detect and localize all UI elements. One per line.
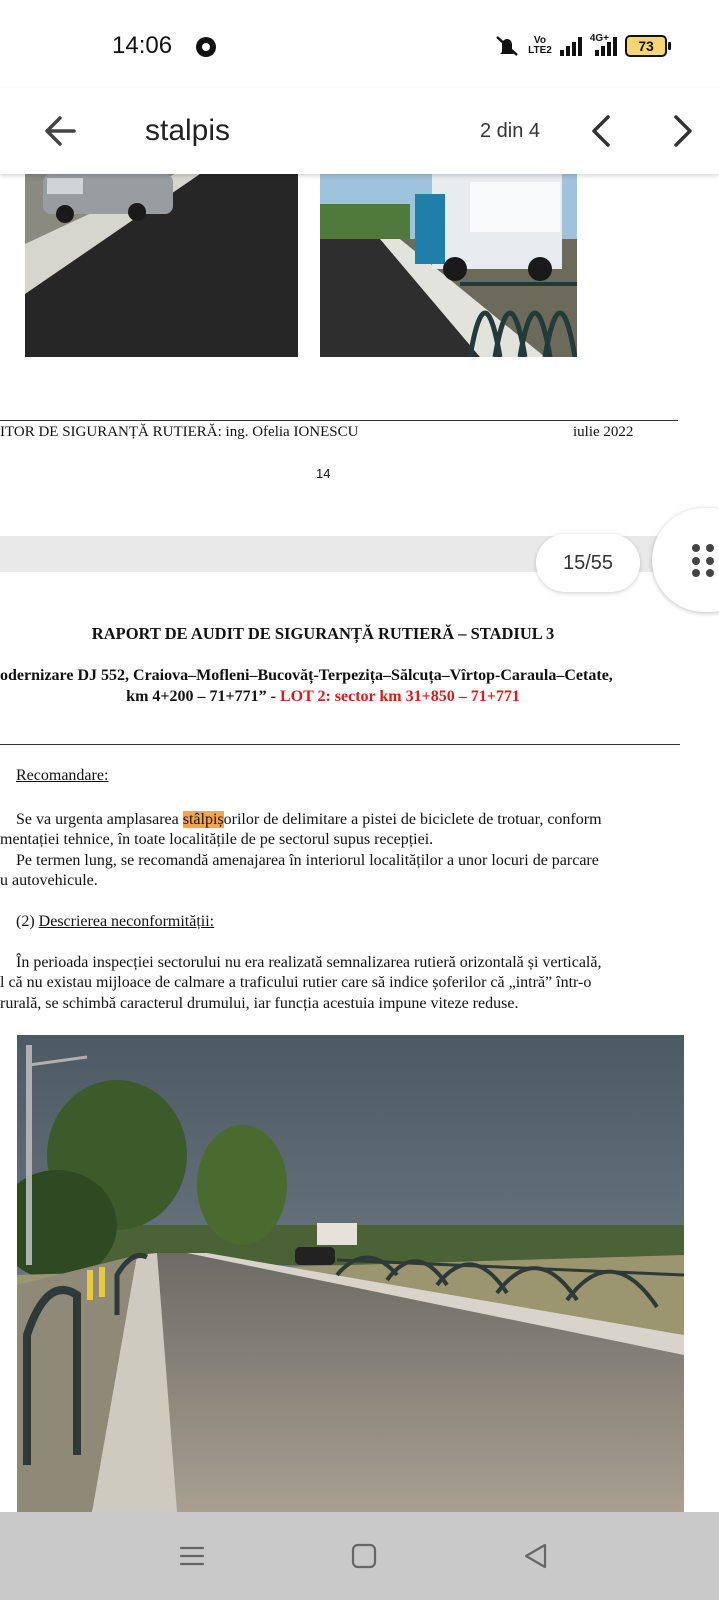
paragraph-3-line-1: În perioada inspecției sectorului nu era realizată semnalizarea rutieră orizontală și verticală, [16,954,602,971]
mute-icon [494,35,520,57]
paragraph-2-line-2: u autovehicule. [0,872,98,889]
page-number: 14 [316,466,331,481]
navigation-bar [0,1512,719,1600]
header-rule [0,744,680,745]
project-name-line2 [0,688,646,706]
p1-text-before: Se va urgenta amplasarea [16,811,183,828]
search-query[interactable]: stalpis [145,114,231,147]
match-counter: 2 din 4 [480,120,541,142]
section-2-heading [16,912,214,932]
find-in-document-bar [0,88,719,174]
system-icons [494,32,667,60]
section-heading-text: Descrierea neconformității: [38,913,215,930]
road-photo-main [17,1035,684,1512]
footer-rule [0,420,678,421]
home-icon[interactable] [350,1542,378,1570]
footer-date: iulie 2022 [573,424,634,440]
paragraph-2-line-1: Pe termen lung, se recomandă amenajarea în interiorul localităților a unor locuri de parcare [16,852,599,869]
road-photo-left [25,174,298,357]
section-number: (2) [16,913,39,930]
next-match-chevron-icon[interactable] [664,108,700,154]
project-name-line1: odernizare DJ 552, Craiova–Mofleni–Bucovăț-Terpezița–Sălcuța–Vîrtop-Caraula–Cetate, [0,667,613,684]
search-highlight[interactable]: stâlpiș [182,811,224,828]
previous-match-chevron-icon[interactable] [584,108,620,154]
paragraph-1-line-2: mentației tehnice, în toate localitățile de pe sectorul supus recepției. [0,831,434,848]
back-triangle-icon[interactable] [522,1542,550,1570]
battery-icon [625,35,667,57]
volte-bottom: LTE2 [528,45,552,56]
paragraph-3-line-2: l că nu existau mijloace de calmare a traficului rutier care să indice șoferilor că „intră” într-o [0,974,592,991]
footer-author: ITOR DE SIGURANȚĂ RUTIERĂ: ing. Ofelia IONESCU [0,424,359,440]
document-page-15 [0,572,719,1512]
volte-top: Vo [533,35,546,46]
back-arrow-icon[interactable] [38,108,84,154]
grid-dots-icon [692,544,716,578]
menu-icon[interactable] [178,1542,206,1570]
status-bar [0,0,719,88]
p1-text-after: orilor de delimitare a pistei de biciclete de trotuar, conform [223,811,602,828]
recommendation-heading: Recomandare: [16,767,109,784]
clock: 14:06 [112,32,173,59]
battery-level: 73 [638,38,654,54]
paragraph-1-line-1 [16,810,602,830]
volte-icon [528,36,552,56]
road-photo-right [320,174,577,357]
document-page-14 [0,174,719,536]
report-title: RAPORT DE AUDIT DE SIGURANȚĂ RUTIERĂ – STADIUL 3 [91,624,555,643]
project-lot: LOT 2: sector km 31+850 – 71+771 [279,688,520,705]
paragraph-3-line-3: rurală, se schimbă caracterul drumului, iar funcția acestuia impune viteze reduse. [0,995,519,1012]
project-km: km 4+200 – 71+771” - [126,688,280,705]
page-indicator: 15/55 [536,534,640,592]
signal-icon-sim1 [560,36,582,56]
chrome-notification-icon [196,37,216,57]
network-type: 4G+ [589,32,609,44]
